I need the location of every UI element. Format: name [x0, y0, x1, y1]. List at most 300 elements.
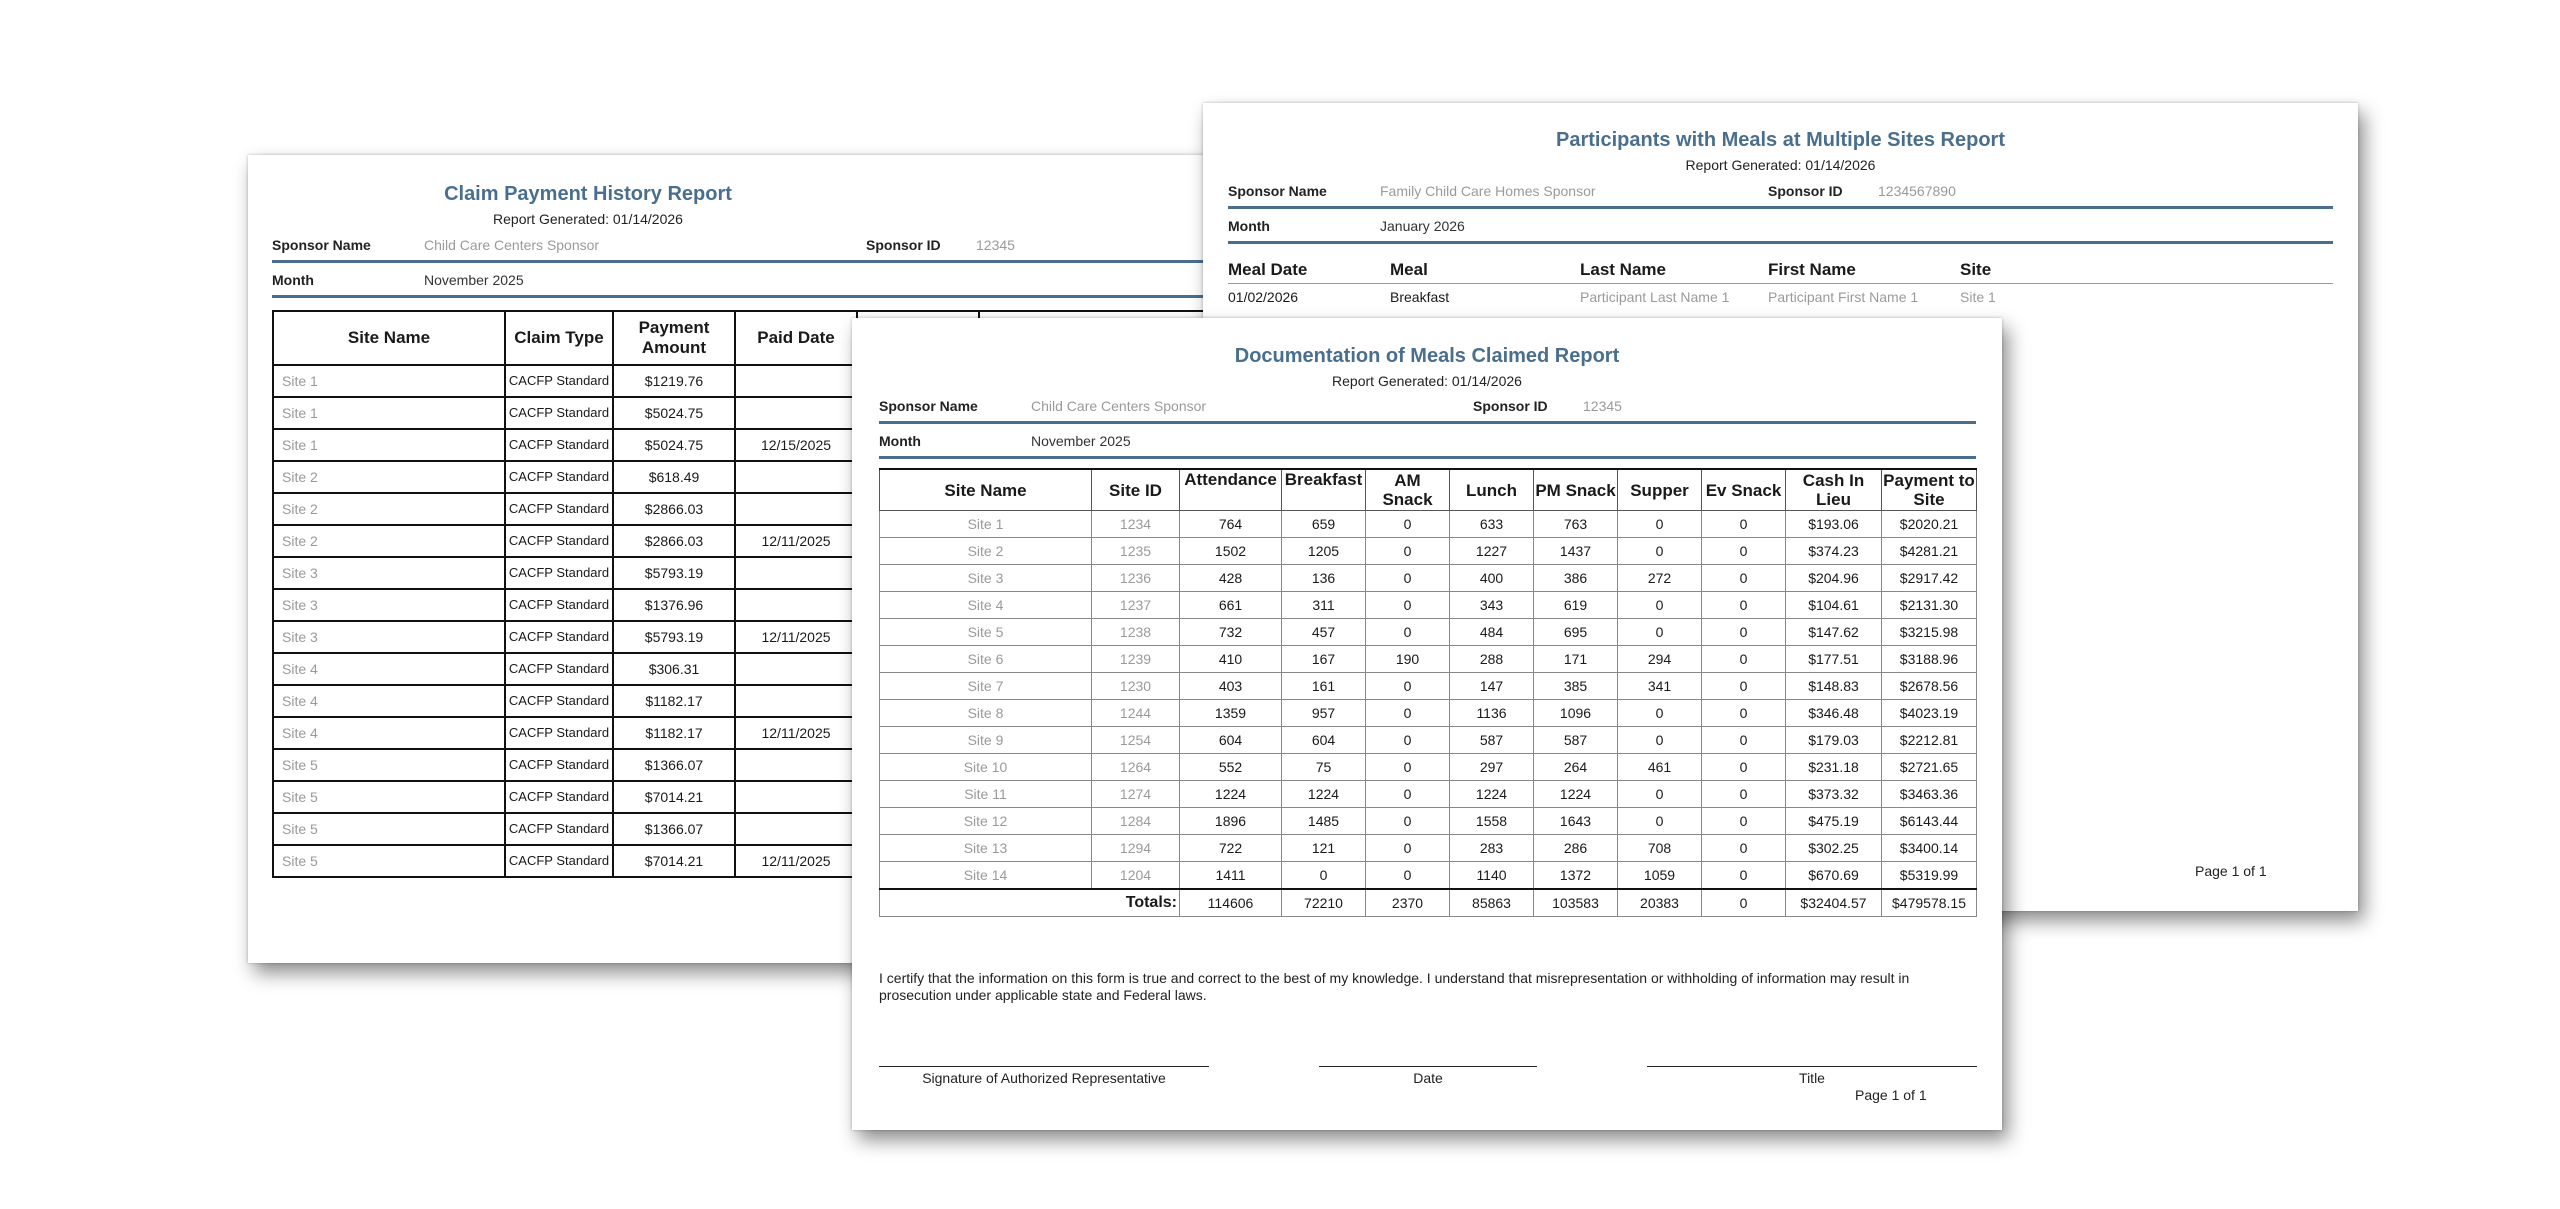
meals-attendance: 410	[1180, 646, 1282, 673]
meals-supper: 0	[1618, 592, 1702, 619]
meals-cash-in-lieu: $193.06	[1786, 511, 1882, 538]
meals-supper: 0	[1618, 808, 1702, 835]
meals-table-row	[880, 808, 1977, 835]
claim-type: CACFP Standard	[505, 717, 613, 749]
meals-table-row	[880, 592, 1977, 619]
meals-report-title: Documentation of Meals Claimed Report	[1234, 345, 1620, 367]
meals-site-name: Site 3	[880, 565, 1092, 592]
claim-paid-date: 12/15/2025	[735, 429, 857, 461]
meals-attendance: 1224	[1180, 781, 1282, 808]
meals-table-row	[880, 754, 1977, 781]
meals-pm-snack: 1437	[1534, 538, 1618, 565]
total-lunch: 85863	[1450, 889, 1534, 917]
meals-totals-row	[880, 889, 1977, 917]
meals-am-snack: 190	[1366, 646, 1450, 673]
meals-site-id: 1237	[1092, 592, 1180, 619]
total-cash-in-lieu: $32404.57	[1786, 889, 1882, 917]
meals-site-name: Site 2	[880, 538, 1092, 565]
claim-payment-amount: $618.49	[613, 461, 735, 493]
participants-month-rule	[1228, 241, 2333, 244]
meals-month: November 2025	[1031, 433, 1131, 449]
signature-label: Signature of Authorized Representative	[922, 1070, 1166, 1086]
meals-ev-snack: 0	[1702, 511, 1786, 538]
meals-lunch: 633	[1450, 511, 1534, 538]
claim-col-paid-date: Paid Date	[735, 311, 857, 365]
meals-table-header-row	[880, 469, 1977, 511]
meals-payment-to-site: $3463.36	[1882, 781, 1977, 808]
meals-site-id: 1230	[1092, 673, 1180, 700]
claim-type: CACFP Standard	[505, 685, 613, 717]
claim-payment-amount: $1366.07	[613, 813, 735, 845]
meals-pm-snack: 385	[1534, 673, 1618, 700]
meals-attendance: 1896	[1180, 808, 1282, 835]
meals-page-number: Page 1 of 1	[1855, 1087, 1927, 1103]
signature-line	[879, 1066, 1209, 1067]
meals-breakfast: 121	[1282, 835, 1366, 862]
meals-payment-to-site: $2917.42	[1882, 565, 1977, 592]
title-label: Title	[1799, 1070, 1825, 1086]
claim-payment-amount: $2866.03	[613, 525, 735, 557]
claim-col-payment-amount: Payment Amount	[613, 311, 735, 365]
meals-site-id: 1284	[1092, 808, 1180, 835]
meals-cash-in-lieu: $104.61	[1786, 592, 1882, 619]
claim-site-name: Site 5	[273, 781, 505, 813]
total-ev-snack: 0	[1702, 889, 1786, 917]
meals-ev-snack: 0	[1702, 808, 1786, 835]
meals-breakfast: 1224	[1282, 781, 1366, 808]
claim-type: CACFP Standard	[505, 781, 613, 813]
meals-site-id: 1254	[1092, 727, 1180, 754]
meals-payment-to-site: $2131.30	[1882, 592, 1977, 619]
claim-paid-date: 12/11/2025	[735, 621, 857, 653]
meals-attendance: 764	[1180, 511, 1282, 538]
claim-payment-amount: $1182.17	[613, 717, 735, 749]
meals-attendance: 604	[1180, 727, 1282, 754]
meals-am-snack: 0	[1366, 808, 1450, 835]
meals-supper: 708	[1618, 835, 1702, 862]
total-am-snack: 2370	[1366, 889, 1450, 917]
claim-type: CACFP Standard	[505, 397, 613, 429]
meals-am-snack: 0	[1366, 700, 1450, 727]
meals-col-breakfast: Breakfast	[1282, 469, 1366, 511]
claim-payment-amount: $7014.21	[613, 845, 735, 877]
meals-lunch: 297	[1450, 754, 1534, 781]
meals-lunch: 1224	[1450, 781, 1534, 808]
meals-pm-snack: 695	[1534, 619, 1618, 646]
meals-cash-in-lieu: $670.69	[1786, 862, 1882, 890]
claim-sponsor-id-label: Sponsor ID	[866, 237, 941, 253]
meals-cash-in-lieu: $204.96	[1786, 565, 1882, 592]
meals-supper: 0	[1618, 511, 1702, 538]
claim-site-name: Site 2	[273, 493, 505, 525]
certification-statement: I certify that the information on this form is true and correct to the best of my knowledge. I understand that misrepresentation or withholding of information may result in prosecution under applicable state and Federal laws.	[879, 970, 1910, 1003]
meals-table-row	[880, 700, 1977, 727]
claim-month-label: Month	[272, 272, 314, 288]
meals-col-ev-snack: Ev Snack	[1702, 469, 1786, 511]
participants-meal-date: 01/02/2026	[1228, 289, 1299, 305]
meals-lunch: 1136	[1450, 700, 1534, 727]
meals-attendance: 552	[1180, 754, 1282, 781]
meals-ev-snack: 0	[1702, 862, 1786, 890]
meals-ev-snack: 0	[1702, 781, 1786, 808]
meals-ev-snack: 0	[1702, 673, 1786, 700]
claim-payment-amount: $1219.76	[613, 365, 735, 397]
meals-ev-snack: 0	[1702, 727, 1786, 754]
participants-meal: Breakfast	[1390, 289, 1450, 305]
claim-paid-date	[735, 397, 857, 429]
claim-type: CACFP Standard	[505, 461, 613, 493]
meals-attendance: 428	[1180, 565, 1282, 592]
participants-report-title: Participants with Meals at Multiple Sites Report	[1556, 129, 2005, 151]
meals-payment-to-site: $3188.96	[1882, 646, 1977, 673]
claim-site-name: Site 3	[273, 621, 505, 653]
claim-paid-date: 12/11/2025	[735, 717, 857, 749]
claim-type: CACFP Standard	[505, 525, 613, 557]
meals-cash-in-lieu: $148.83	[1786, 673, 1882, 700]
meals-claimed-table	[879, 468, 1977, 917]
meals-site-id: 1274	[1092, 781, 1180, 808]
claim-type: CACFP Standard	[505, 621, 613, 653]
meals-col-lunch: Lunch	[1450, 469, 1534, 511]
meals-supper: 0	[1618, 619, 1702, 646]
claim-month: November 2025	[424, 272, 524, 288]
meals-am-snack: 0	[1366, 619, 1450, 646]
participants-sponsor-name: Family Child Care Homes Sponsor	[1380, 183, 1596, 199]
meals-pm-snack: 1224	[1534, 781, 1618, 808]
meals-lunch: 1140	[1450, 862, 1534, 890]
meals-breakfast: 1205	[1282, 538, 1366, 565]
claim-site-name: Site 4	[273, 717, 505, 749]
meals-am-snack: 0	[1366, 835, 1450, 862]
meals-attendance: 1411	[1180, 862, 1282, 890]
meals-breakfast: 161	[1282, 673, 1366, 700]
meals-lunch: 1558	[1450, 808, 1534, 835]
meals-sponsor-name-label: Sponsor Name	[879, 398, 978, 414]
participants-sponsor-name-label: Sponsor Name	[1228, 183, 1327, 199]
meals-pm-snack: 763	[1534, 511, 1618, 538]
meals-supper: 0	[1618, 538, 1702, 565]
meals-am-snack: 0	[1366, 511, 1450, 538]
claim-site-name: Site 3	[273, 589, 505, 621]
meals-table-row	[880, 727, 1977, 754]
claim-site-name: Site 5	[273, 845, 505, 877]
meals-am-snack: 0	[1366, 862, 1450, 890]
meals-site-id: 1244	[1092, 700, 1180, 727]
claim-sponsor-id: 12345	[976, 237, 1015, 253]
claim-payment-amount: $5793.19	[613, 557, 735, 589]
meals-site-name: Site 8	[880, 700, 1092, 727]
meals-site-name: Site 14	[880, 862, 1092, 890]
claim-report-title: Claim Payment History Report	[444, 183, 732, 205]
meals-cash-in-lieu: $179.03	[1786, 727, 1882, 754]
participants-col-site: Site	[1960, 260, 1992, 279]
meals-breakfast: 0	[1282, 862, 1366, 890]
meals-payment-to-site: $2678.56	[1882, 673, 1977, 700]
date-line	[1319, 1066, 1537, 1067]
meals-am-snack: 0	[1366, 727, 1450, 754]
meals-supper: 272	[1618, 565, 1702, 592]
meals-header-rule	[879, 421, 1976, 424]
meals-table-row	[880, 565, 1977, 592]
meals-pm-snack: 1643	[1534, 808, 1618, 835]
claim-site-name: Site 5	[273, 749, 505, 781]
meals-supper: 0	[1618, 781, 1702, 808]
meals-site-id: 1204	[1092, 862, 1180, 890]
meals-table-row	[880, 619, 1977, 646]
claim-type: CACFP Standard	[505, 813, 613, 845]
meals-am-snack: 0	[1366, 538, 1450, 565]
claim-paid-date: 12/11/2025	[735, 845, 857, 877]
meals-site-id: 1236	[1092, 565, 1180, 592]
meals-payment-to-site: $6143.44	[1882, 808, 1977, 835]
claim-payment-amount: $2866.03	[613, 493, 735, 525]
title-line	[1647, 1066, 1977, 1067]
claim-type: CACFP Standard	[505, 749, 613, 781]
claim-paid-date	[735, 557, 857, 589]
claim-paid-date	[735, 813, 857, 845]
meals-lunch: 147	[1450, 673, 1534, 700]
claim-type: CACFP Standard	[505, 845, 613, 877]
meals-sponsor-id: 12345	[1583, 398, 1622, 414]
claim-paid-date	[735, 365, 857, 397]
meals-breakfast: 457	[1282, 619, 1366, 646]
meals-col-site-id: Site ID	[1092, 469, 1180, 511]
meals-breakfast: 311	[1282, 592, 1366, 619]
participants-report-generated: Report Generated: 01/14/2026	[1685, 157, 1876, 173]
meals-attendance: 1502	[1180, 538, 1282, 565]
meals-site-name: Site 13	[880, 835, 1092, 862]
participants-header-rule	[1228, 206, 2333, 209]
meals-table-row	[880, 835, 1977, 862]
meals-ev-snack: 0	[1702, 592, 1786, 619]
meals-payment-to-site: $2212.81	[1882, 727, 1977, 754]
participants-last-name: Participant Last Name 1	[1580, 289, 1730, 305]
claim-header-rule	[272, 260, 1222, 263]
participants-site: Site 1	[1960, 289, 1996, 305]
meals-pm-snack: 587	[1534, 727, 1618, 754]
claim-site-name: Site 4	[273, 653, 505, 685]
meals-supper: 1059	[1618, 862, 1702, 890]
meals-cash-in-lieu: $374.23	[1786, 538, 1882, 565]
meals-supper: 0	[1618, 727, 1702, 754]
meals-supper: 341	[1618, 673, 1702, 700]
meals-lunch: 1227	[1450, 538, 1534, 565]
meals-lunch: 283	[1450, 835, 1534, 862]
meals-site-id: 1294	[1092, 835, 1180, 862]
claim-site-name: Site 5	[273, 813, 505, 845]
participants-month: January 2026	[1380, 218, 1465, 234]
participants-col-meal: Meal	[1390, 260, 1428, 279]
meals-site-name: Site 1	[880, 511, 1092, 538]
claim-paid-date	[735, 781, 857, 813]
claim-site-name: Site 4	[273, 685, 505, 717]
claim-col-claim-type: Claim Type	[505, 311, 613, 365]
meals-breakfast: 1485	[1282, 808, 1366, 835]
meals-am-snack: 0	[1366, 754, 1450, 781]
meals-site-name: Site 7	[880, 673, 1092, 700]
meals-am-snack: 0	[1366, 673, 1450, 700]
meals-breakfast: 957	[1282, 700, 1366, 727]
meals-site-name: Site 9	[880, 727, 1092, 754]
meals-cash-in-lieu: $475.19	[1786, 808, 1882, 835]
total-supper: 20383	[1618, 889, 1702, 917]
meals-ev-snack: 0	[1702, 700, 1786, 727]
claim-site-name: Site 3	[273, 557, 505, 589]
meals-col-cash-in-lieu: Cash In Lieu	[1786, 469, 1882, 511]
participants-sponsor-id: 1234567890	[1878, 183, 1956, 199]
meals-payment-to-site: $4023.19	[1882, 700, 1977, 727]
claim-site-name: Site 1	[273, 429, 505, 461]
meals-pm-snack: 264	[1534, 754, 1618, 781]
meals-site-name: Site 12	[880, 808, 1092, 835]
claim-paid-date	[735, 461, 857, 493]
claim-site-name: Site 1	[273, 365, 505, 397]
claim-report-generated: Report Generated: 01/14/2026	[493, 211, 683, 227]
meals-attendance: 403	[1180, 673, 1282, 700]
total-breakfast: 72210	[1282, 889, 1366, 917]
meals-lunch: 343	[1450, 592, 1534, 619]
participants-header-underline	[1228, 283, 2333, 284]
meals-breakfast: 167	[1282, 646, 1366, 673]
meals-ev-snack: 0	[1702, 646, 1786, 673]
claim-paid-date	[735, 653, 857, 685]
participants-col-last-name: Last Name	[1580, 260, 1666, 279]
claim-payment-amount: $1376.96	[613, 589, 735, 621]
meals-table-row	[880, 538, 1977, 565]
meals-breakfast: 75	[1282, 754, 1366, 781]
meals-am-snack: 0	[1366, 592, 1450, 619]
claim-type: CACFP Standard	[505, 429, 613, 461]
meals-site-id: 1234	[1092, 511, 1180, 538]
claim-type: CACFP Standard	[505, 589, 613, 621]
meals-report-generated: Report Generated: 01/14/2026	[1332, 373, 1522, 389]
meals-sponsor-id-label: Sponsor ID	[1473, 398, 1548, 414]
meals-cash-in-lieu: $346.48	[1786, 700, 1882, 727]
claim-payment-amount: $5024.75	[613, 429, 735, 461]
meals-cash-in-lieu: $177.51	[1786, 646, 1882, 673]
meals-breakfast: 136	[1282, 565, 1366, 592]
participants-sponsor-id-label: Sponsor ID	[1768, 183, 1843, 199]
claim-payment-amount: $1366.07	[613, 749, 735, 781]
claim-sponsor-name: Child Care Centers Sponsor	[424, 237, 600, 253]
meals-attendance: 1359	[1180, 700, 1282, 727]
meals-cash-in-lieu: $231.18	[1786, 754, 1882, 781]
participants-first-name: Participant First Name 1	[1768, 289, 1919, 305]
claim-site-name: Site 2	[273, 525, 505, 557]
meals-pm-snack: 619	[1534, 592, 1618, 619]
meals-ev-snack: 0	[1702, 754, 1786, 781]
claim-payment-amount: $1182.17	[613, 685, 735, 717]
claim-type: CACFP Standard	[505, 557, 613, 589]
claim-paid-date	[735, 493, 857, 525]
total-pm-snack: 103583	[1534, 889, 1618, 917]
meals-table-row	[880, 511, 1977, 538]
claim-type: CACFP Standard	[505, 653, 613, 685]
meals-supper: 294	[1618, 646, 1702, 673]
claim-site-name: Site 2	[273, 461, 505, 493]
totals-label: Totals:	[880, 889, 1180, 917]
meals-ev-snack: 0	[1702, 565, 1786, 592]
meals-payment-to-site: $2020.21	[1882, 511, 1977, 538]
date-label: Date	[1413, 1070, 1443, 1086]
meals-table-row	[880, 781, 1977, 808]
meals-pm-snack: 286	[1534, 835, 1618, 862]
meals-site-id: 1239	[1092, 646, 1180, 673]
meals-claimed-document	[852, 318, 2002, 1130]
claim-payment-amount: $7014.21	[613, 781, 735, 813]
meals-cash-in-lieu: $373.32	[1786, 781, 1882, 808]
meals-table-row	[880, 862, 1977, 890]
claim-payment-amount: $306.31	[613, 653, 735, 685]
meals-ev-snack: 0	[1702, 619, 1786, 646]
meals-sponsor-name: Child Care Centers Sponsor	[1031, 398, 1207, 414]
meals-site-name: Site 5	[880, 619, 1092, 646]
meals-attendance: 722	[1180, 835, 1282, 862]
meals-am-snack: 0	[1366, 781, 1450, 808]
claim-type: CACFP Standard	[505, 365, 613, 397]
meals-col-site-name: Site Name	[880, 469, 1092, 511]
meals-col-am-snack: AM Snack	[1366, 469, 1450, 511]
claim-month-rule	[272, 295, 1222, 298]
meals-breakfast: 659	[1282, 511, 1366, 538]
meals-month-rule	[879, 456, 1976, 459]
claim-paid-date	[735, 685, 857, 717]
claim-type: CACFP Standard	[505, 493, 613, 525]
participants-col-meal-date: Meal Date	[1228, 260, 1308, 279]
meals-site-name: Site 6	[880, 646, 1092, 673]
claim-paid-date	[735, 749, 857, 781]
meals-site-name: Site 10	[880, 754, 1092, 781]
meals-attendance: 732	[1180, 619, 1282, 646]
meals-pm-snack: 386	[1534, 565, 1618, 592]
meals-ev-snack: 0	[1702, 538, 1786, 565]
participants-month-label: Month	[1228, 218, 1270, 234]
meals-site-name: Site 11	[880, 781, 1092, 808]
meals-month-label: Month	[879, 433, 921, 449]
meals-ev-snack: 0	[1702, 835, 1786, 862]
meals-breakfast: 604	[1282, 727, 1366, 754]
claim-paid-date	[735, 589, 857, 621]
meals-lunch: 587	[1450, 727, 1534, 754]
meals-supper: 0	[1618, 700, 1702, 727]
meals-cash-in-lieu: $302.25	[1786, 835, 1882, 862]
meals-lunch: 484	[1450, 619, 1534, 646]
claim-payment-amount: $5024.75	[613, 397, 735, 429]
meals-payment-to-site: $3215.98	[1882, 619, 1977, 646]
meals-site-id: 1264	[1092, 754, 1180, 781]
meals-col-payment-to-site: Payment to Site	[1883, 471, 1975, 509]
participants-page-number: Page 1 of 1	[2195, 863, 2267, 879]
total-attendance: 114606	[1180, 889, 1282, 917]
claim-payment-amount: $5793.19	[613, 621, 735, 653]
meals-payment-to-site: $5319.99	[1882, 862, 1977, 890]
meals-col-attendance: Attendance	[1180, 469, 1282, 511]
participants-col-first-name: First Name	[1768, 260, 1856, 279]
claim-site-name: Site 1	[273, 397, 505, 429]
meals-site-id: 1238	[1092, 619, 1180, 646]
meals-table-row	[880, 646, 1977, 673]
claim-paid-date: 12/11/2025	[735, 525, 857, 557]
total-payment-to-site: $479578.15	[1882, 889, 1977, 917]
meals-col-pm-snack: PM Snack	[1534, 469, 1618, 511]
meals-col-supper: Supper	[1618, 469, 1702, 511]
meals-pm-snack: 171	[1534, 646, 1618, 673]
meals-site-id: 1235	[1092, 538, 1180, 565]
meals-payment-to-site: $4281.21	[1882, 538, 1977, 565]
meals-site-name: Site 4	[880, 592, 1092, 619]
meals-lunch: 288	[1450, 646, 1534, 673]
meals-lunch: 400	[1450, 565, 1534, 592]
